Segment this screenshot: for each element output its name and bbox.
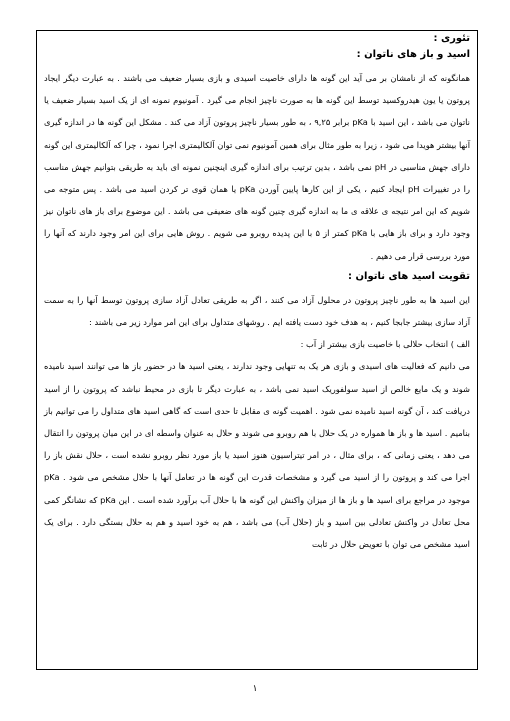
subheading: الف ) انتخاب حلالی با خاصیت بازی بیشتر از آب :: [300, 339, 470, 350]
section-heading: تقویت اسید های ناتوان :: [348, 270, 470, 282]
paragraph: می دانیم که فعالیت های اسیدی و بازی هر یک به تنهایی وجود ندارند ، یعنی اسید ها در حضور باز ها می توانند اسید نامیده شوند و یک مایع خالص از اسید سولفوریک اسید نمی باشد ، به عبارت دیگر تا بازی در محیط نباشد که پروتون را از اسید دریافت کند ، آن گونه اسید نامیده نمی شود . اهمیت گونه ی مقابل تا حدی است که گاهی اسید های متداول را می توانیم باز بنامیم . اسید ها و باز ها همواره در یک حلال با هم روبرو می شوند و حلال به عنوان واسطه ای در این میان پروتون را انتقال می دهد ، یعنی زمانی که ، برای مثال ، در امر تیتراسیون هنوز اسید یا باز مورد نظر روبرو نشده است ، حلال نقش باز را اجرا می کند و پروتون را از اسید می گیرد و مشخصات قدرت این گونه ها در تعامل آنها با حلال مشخص می شود . pKa موجود در مراجع برای اسید ها و باز ها از میزان واکنش این گونه ها با حلال آب برآورد شده است . این pKa که نشانگر کمی محل تعادل در واکنش تعادلی بین اسید و باز (حلال آب) می باشد ، هم به خود اسید و هم به حلال بستگی دارد . برای یک اسید مشخص می توان با تعویض حلال در ثابت: [44, 361, 470, 550]
paragraph: همانگونه که از نامشان بر می آید این گونه ها دارای خاصیت اسیدی و بازی بسیار ضعیف می باشند . به عبارت دیگر ایجاد پروتون یا یون هیدروکسید توسط این گونه ها به صورت ناچیز انجام می گیرد . آمونیوم نمونه ای از یک اسید بسیار ضعیف یا ناتوان می باشد ، این اسید با pKa برابر ۹,۲۵ ، به طور بسیار ناچیز پروتون آزاد می کند . مشکل این گونه ها در اندازه گیری آنها بیشتر هویدا می شود ، زیرا به طور مثال برای همین آمونیوم نمی توان آلکالیمتری اجرا نمود ، چرا که آلکالیمتری این گونه دارای جهش مناسبی در pH نمی باشد ، بدین ترتیب برای اندازه گیری اینچنین نمونه ای باید به طریقی بتوانیم جهش مناسب را در تغییرات pH ایجاد کنیم ، یکی از این کارها پایین آوردن pKa یا همان قوی تر کردن اسید می باشد . پس متوجه می شویم که این امر نتیجه ی علاقه ی ما به اندازه گیری چنین گونه های ضعیفی می باشد . این موضوع برای باز های ناتوان نیز وجود دارد و برای باز هایی با pKa کمتر از ۵ با این پدیده روبرو می شویم . روش هایی برای این امر وجود دارند که آنها را مورد بررسی قرار می دهیم .: [44, 73, 471, 261]
document-body: [44, 32, 470, 555]
paragraph: این اسید ها به طور ناچیز پروتون در محلول آزاد می کنند ، اگر به طریقی تعادل آزاد سازی پروتون توسط آنها را به سمت آزاد سازی بیشتر جابجا کنیم ، به هدف خود دست یافته ایم . روشهای متداول برای این امر موارد زیر می باشند :: [44, 294, 470, 328]
page-number: ۱: [252, 684, 258, 694]
section-heading: اسید و باز های ناتوان :: [356, 49, 470, 60]
page-title: تئوری :: [433, 33, 470, 44]
